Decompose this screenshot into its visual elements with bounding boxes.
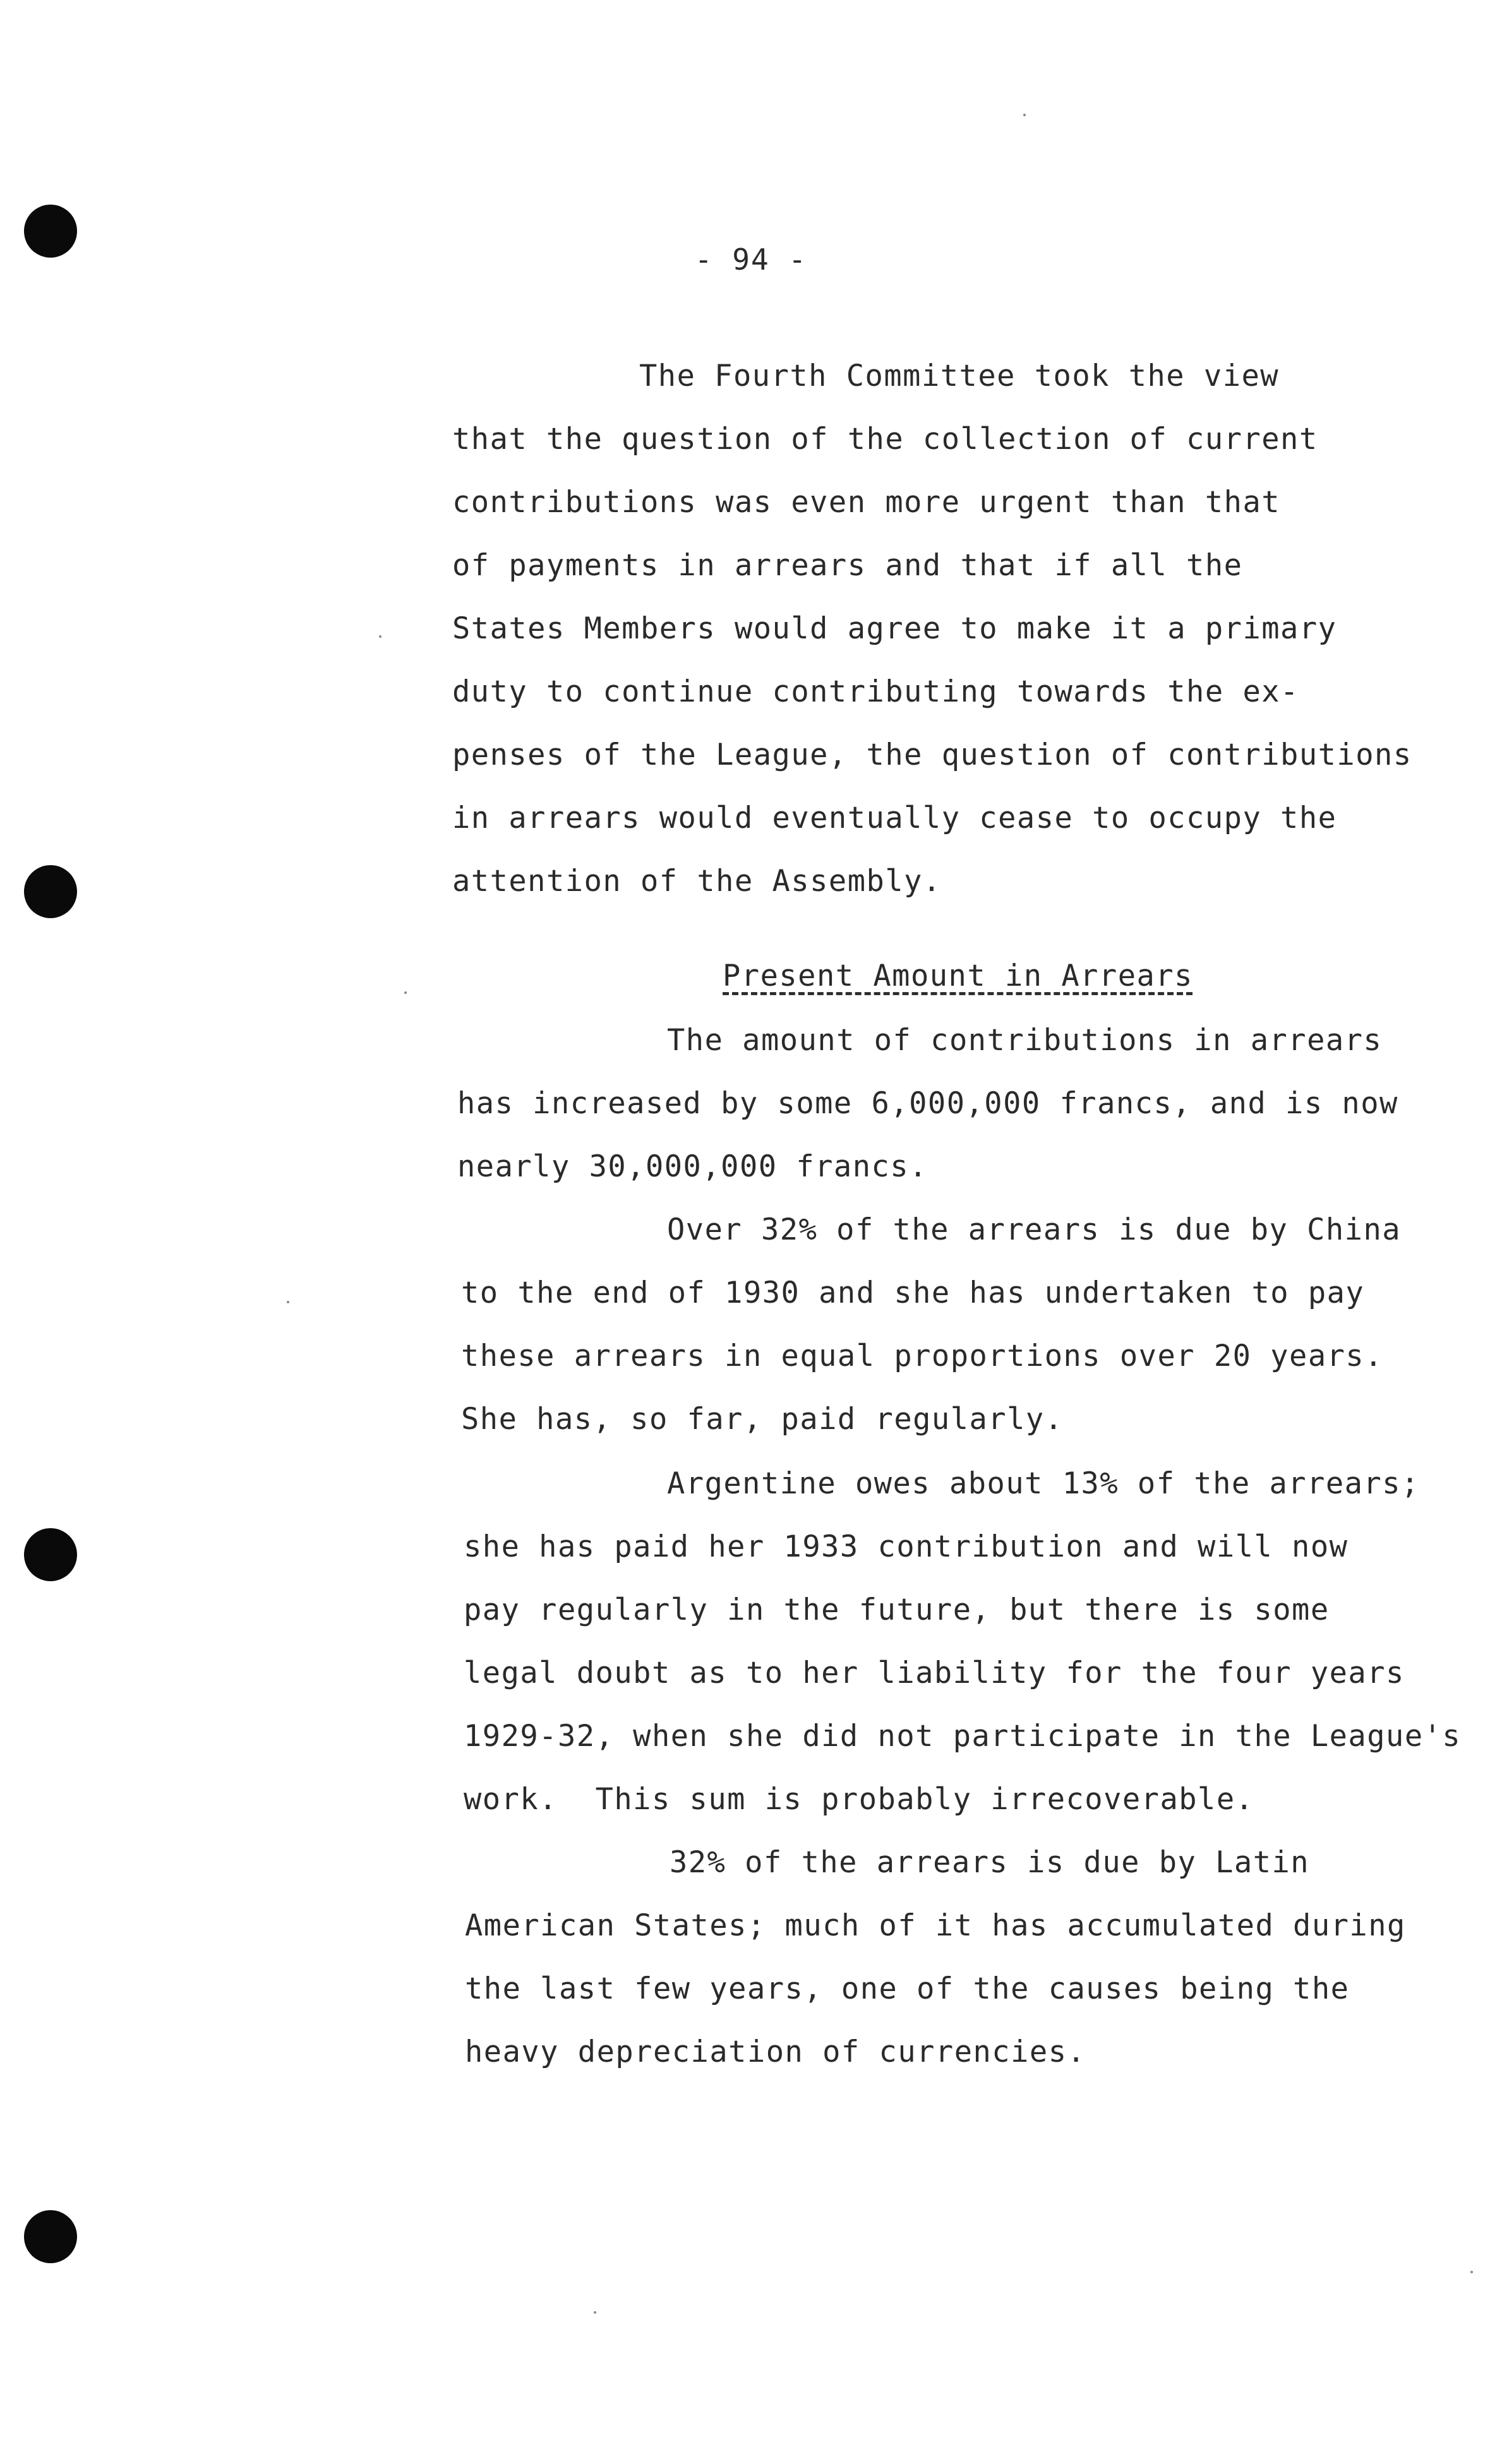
punch-hole-3 [24, 1528, 77, 1581]
scan-speck [404, 991, 407, 994]
scan-speck [594, 2311, 596, 2314]
text-line: 32% of the arrears is due by Latin [670, 1845, 1310, 1880]
scan-speck [1023, 114, 1026, 116]
text-line: attention of the Assembly. [452, 864, 942, 899]
text-line: The Fourth Committee took the view [639, 359, 1280, 393]
text-line: heavy depreciation of currencies. [465, 2035, 1086, 2069]
scan-speck [379, 635, 382, 638]
section-heading: Present Amount in Arrears [723, 959, 1193, 993]
scan-speck [287, 1301, 289, 1303]
text-line: contributions was even more urgent than that [452, 485, 1281, 520]
text-line: legal doubt as to her liability for the four years [464, 1656, 1405, 1690]
text-line: She has, so far, paid regularly. [461, 1402, 1064, 1437]
punch-hole-2 [24, 865, 77, 918]
text-line: Argentine owes about 13% of the arrears; [667, 1466, 1420, 1501]
text-line: the last few years, one of the causes being the [465, 1971, 1350, 2006]
punch-hole-4 [24, 2210, 77, 2263]
text-line: pay regularly in the future, but there is some [464, 1593, 1330, 1627]
text-line: in arrears would eventually cease to occupy the [452, 801, 1337, 835]
text-line: that the question of the collection of current [452, 422, 1318, 457]
text-line: duty to continue contributing towards the ex- [452, 674, 1299, 709]
text-line: Over 32% of the arrears is due by China [667, 1212, 1402, 1247]
text-line: nearly 30,000,000 francs. [457, 1149, 928, 1184]
scan-speck [1470, 2271, 1473, 2273]
text-line: of payments in arrears and that if all the [452, 548, 1243, 583]
text-line: States Members would agree to make it a primary [452, 611, 1337, 646]
text-line: American States; much of it has accumulated during [465, 1908, 1406, 1943]
text-line: The amount of contributions in arrears [667, 1023, 1383, 1058]
page-number: - 94 - [694, 242, 808, 277]
text-line: work. This sum is probably irrecoverable. [464, 1782, 1254, 1817]
text-line: 1929-32, when she did not participate in the League's [464, 1719, 1462, 1754]
text-line: to the end of 1930 and she has undertaken to pay [461, 1276, 1365, 1310]
text-line: has increased by some 6,000,000 francs, and is now [457, 1086, 1398, 1121]
text-line: these arrears in equal proportions over 20 years. [461, 1339, 1384, 1373]
text-line: penses of the League, the question of contributions [452, 738, 1412, 772]
text-line: she has paid her 1933 contribution and will now [464, 1529, 1349, 1564]
